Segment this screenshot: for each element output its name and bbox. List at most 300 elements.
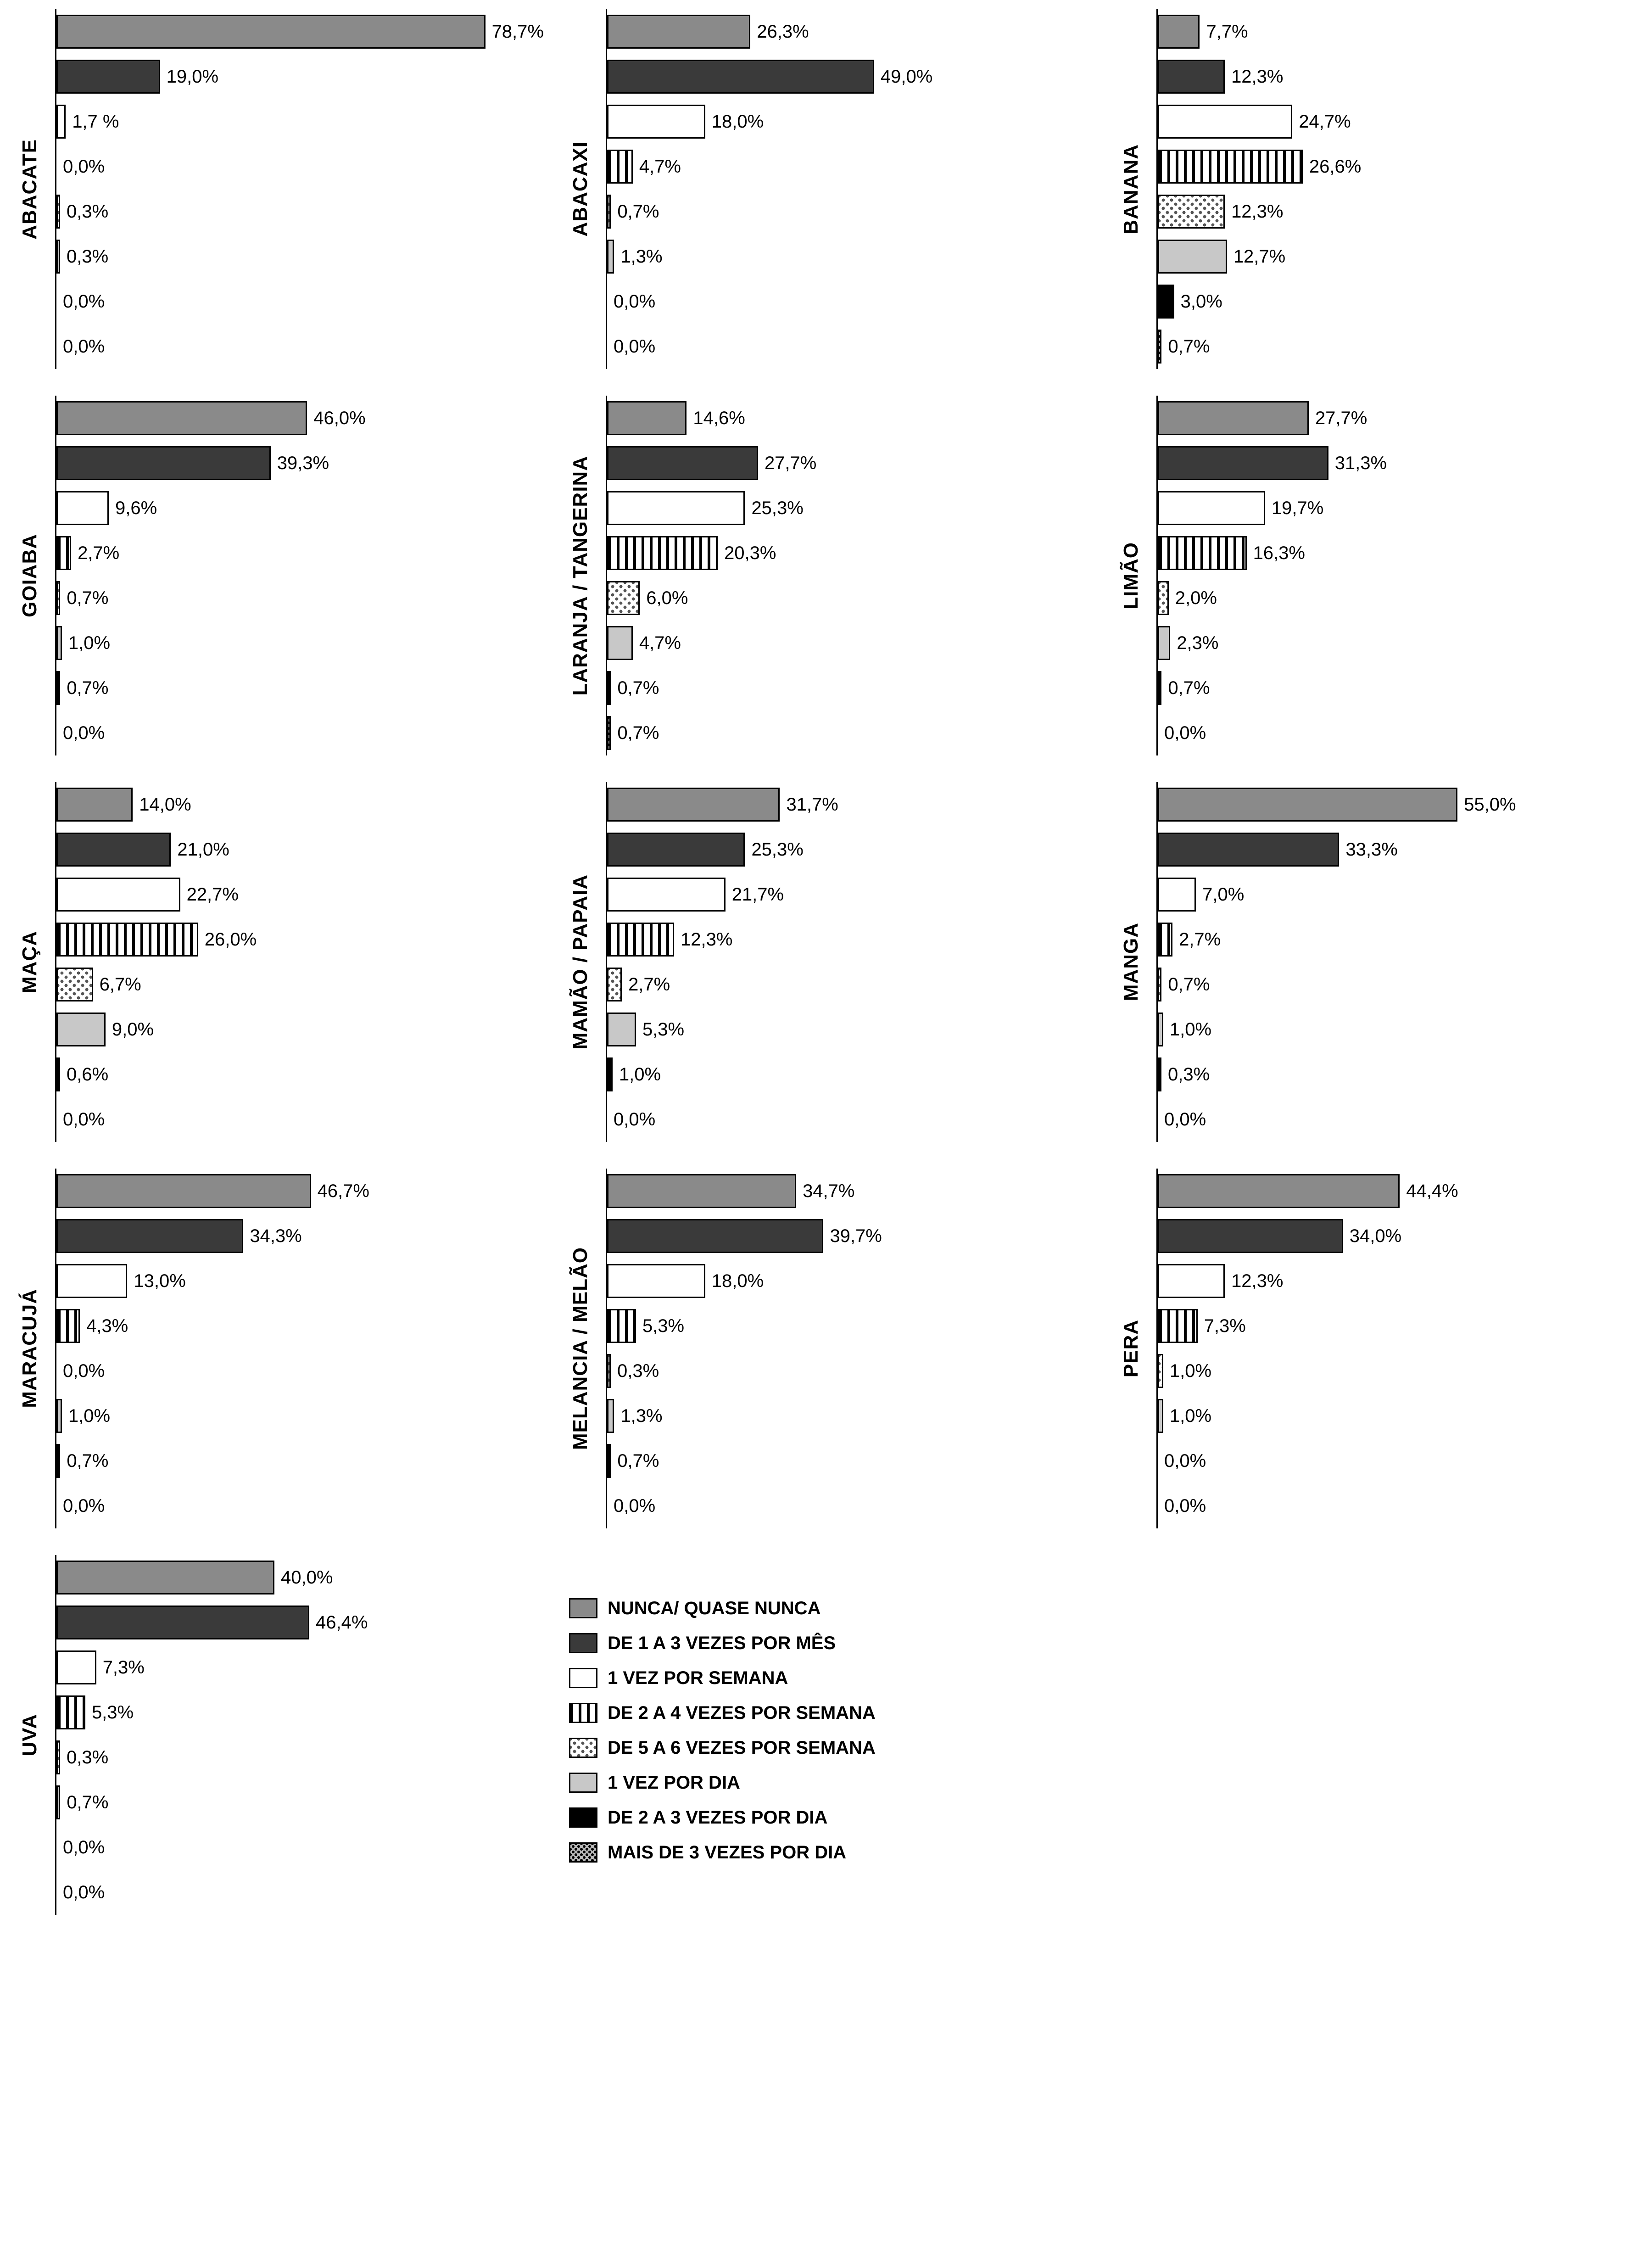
bar-row <box>1158 872 1652 917</box>
bar-0 <box>1158 401 1309 435</box>
bar-row <box>607 1304 1101 1348</box>
bar-row <box>56 782 551 827</box>
bar-5 <box>56 1399 62 1433</box>
bar-row <box>607 1214 1101 1259</box>
panel-axis-label <box>5 1555 55 1915</box>
panel-axis-label-text: LARANJA / TANGERINA <box>569 455 592 696</box>
bar-row <box>1158 1007 1652 1052</box>
legend-label: MAIS DE 3 VEZES POR DIA <box>608 1842 847 1863</box>
bar-6 <box>56 1057 60 1091</box>
bar-2 <box>56 1650 96 1684</box>
bar-value-label: 0,0% <box>63 157 105 177</box>
chart-panel-manga <box>1101 782 1652 1142</box>
bar-series-container <box>56 1169 551 1528</box>
bar-row <box>1158 396 1652 441</box>
bar-2 <box>56 878 180 912</box>
bar-row <box>1158 234 1652 279</box>
bar-value-label: 0,0% <box>614 336 656 357</box>
bar-value-label: 46,4% <box>316 1612 368 1633</box>
bar-1 <box>56 833 171 867</box>
bar-row <box>56 962 551 1007</box>
row-gap <box>0 1528 1652 1555</box>
bar-value-label: 0,7% <box>1168 678 1210 698</box>
chart-row <box>0 1555 1652 1915</box>
bar-value-label: 46,0% <box>313 408 366 428</box>
legend-label: DE 2 A 4 VEZES POR SEMANA <box>608 1703 876 1723</box>
panel-axis-label-text: MAMÃO / PAPAIA <box>569 874 592 1050</box>
panel-axis-label-text: UVA <box>18 1713 41 1757</box>
bar-value-label: 1,0% <box>1169 1019 1212 1040</box>
bar-2 <box>1158 491 1265 525</box>
bar-3 <box>607 923 674 957</box>
bar-value-label: 0,7% <box>67 1792 109 1813</box>
bar-3 <box>1158 923 1172 957</box>
bar-0 <box>607 15 750 49</box>
chart-panel-maracuj <box>0 1169 551 1528</box>
bar-3 <box>607 150 633 184</box>
bar-value-label: 31,3% <box>1334 453 1387 473</box>
bar-row <box>56 1348 551 1393</box>
bar-row <box>56 1645 551 1690</box>
chart-panel-mam-o-papaia <box>551 782 1101 1142</box>
bar-row <box>56 917 551 962</box>
legend-label: 1 VEZ POR DIA <box>608 1773 740 1793</box>
bar-value-label: 18,0% <box>711 112 764 132</box>
value-axis <box>1156 1169 1158 1528</box>
bar-row <box>1158 962 1652 1007</box>
legend-item <box>569 1835 1101 1870</box>
bar-5 <box>1158 1013 1163 1046</box>
bar-value-label: 0,7% <box>1168 974 1210 995</box>
chart-panel-laranja-tangerina <box>551 396 1101 755</box>
value-axis <box>55 782 56 1142</box>
bar-value-label: 0,7% <box>67 678 109 698</box>
bar-row <box>1158 1483 1652 1528</box>
bar-row <box>1158 1214 1652 1259</box>
bar-value-label: 19,0% <box>166 67 219 87</box>
chart-panel-uva <box>0 1555 551 1915</box>
plot-area <box>606 782 1101 1142</box>
bar-value-label: 0,0% <box>63 1837 105 1857</box>
bar-6 <box>1158 285 1174 319</box>
bar-series-container <box>1158 9 1652 369</box>
bar-2 <box>1158 105 1292 139</box>
legend-swatch-6 <box>569 1807 597 1828</box>
panel-axis-label-text: MELANCIA / MELÃO <box>569 1247 592 1450</box>
legend-swatch-2 <box>569 1668 597 1688</box>
bar-6 <box>1158 1057 1161 1091</box>
bar-value-label: 26,0% <box>204 929 257 950</box>
bar-6 <box>607 1057 613 1091</box>
bar-row <box>607 99 1101 144</box>
panel-axis-label-text: ABACATE <box>18 139 41 240</box>
bar-value-label: 55,0% <box>1464 794 1516 815</box>
panel-axis-label-text: MARACUJÁ <box>18 1289 41 1408</box>
bar-series-container <box>1158 396 1652 755</box>
bar-row <box>607 1438 1101 1483</box>
bar-3 <box>607 536 718 570</box>
bar-row <box>56 666 551 711</box>
bar-4 <box>56 968 93 1001</box>
legend-label: DE 1 A 3 VEZES POR MÊS <box>608 1633 836 1653</box>
bar-row <box>607 1483 1101 1528</box>
bar-1 <box>607 446 758 480</box>
bar-value-label: 1,3% <box>620 246 663 267</box>
bar-row <box>607 827 1101 872</box>
bar-5 <box>1158 626 1170 660</box>
panel-axis-label-text: PERA <box>1120 1319 1142 1378</box>
bar-row <box>56 711 551 755</box>
bar-value-label: 7,3% <box>1204 1316 1246 1336</box>
bar-value-label: 2,3% <box>1177 633 1219 653</box>
bar-1 <box>607 833 745 867</box>
bar-5 <box>607 1399 614 1433</box>
bar-row <box>56 621 551 666</box>
panel-axis-label <box>555 782 606 1142</box>
bar-4 <box>1158 195 1225 229</box>
bar-row <box>1158 99 1652 144</box>
bar-2 <box>1158 878 1196 912</box>
bar-row <box>56 1870 551 1915</box>
bar-row <box>1158 144 1652 189</box>
panel-axis-label <box>1106 396 1156 755</box>
bar-row <box>56 1393 551 1438</box>
bar-value-label: 27,7% <box>1315 408 1367 428</box>
bar-1 <box>1158 446 1328 480</box>
legend-item <box>569 1800 1101 1835</box>
bar-row <box>607 1169 1101 1214</box>
bar-0 <box>56 401 307 435</box>
legend-label: DE 5 A 6 VEZES POR SEMANA <box>608 1738 876 1758</box>
panel-axis-label <box>1106 1169 1156 1528</box>
bar-row <box>607 1348 1101 1393</box>
bar-value-label: 4,7% <box>639 633 681 653</box>
bar-6 <box>607 671 611 705</box>
bar-4 <box>607 581 640 615</box>
bar-row <box>607 324 1101 369</box>
bar-row <box>607 621 1101 666</box>
legend-swatch-3 <box>569 1703 597 1723</box>
bar-row <box>607 279 1101 324</box>
legend-swatch-0 <box>569 1598 597 1618</box>
bar-value-label: 0,0% <box>63 1882 105 1902</box>
plot-area <box>55 1555 551 1915</box>
bar-row <box>1158 189 1652 234</box>
bar-row <box>56 827 551 872</box>
plot-area <box>1156 9 1652 369</box>
bar-value-label: 18,0% <box>711 1271 764 1291</box>
bar-row <box>1158 324 1652 369</box>
panel-axis-label <box>5 782 55 1142</box>
bar-value-label: 4,7% <box>639 157 681 177</box>
panel-axis-label <box>1106 9 1156 369</box>
legend-item <box>569 1626 1101 1661</box>
bar-5 <box>1158 240 1227 274</box>
bar-3 <box>1158 1309 1198 1343</box>
bar-row <box>607 531 1101 576</box>
row-gap <box>0 755 1652 782</box>
bar-row <box>1158 827 1652 872</box>
bar-value-label: 0,0% <box>614 1496 656 1516</box>
bar-row <box>56 1169 551 1214</box>
bar-series-container <box>607 782 1101 1142</box>
plot-area <box>55 782 551 1142</box>
bar-value-label: 4,3% <box>86 1316 128 1336</box>
value-axis <box>1156 396 1158 755</box>
bar-row <box>1158 1304 1652 1348</box>
bar-4 <box>1158 1354 1163 1388</box>
bar-value-label: 12,7% <box>1233 246 1286 267</box>
panel-axis-label <box>5 1169 55 1528</box>
bar-value-label: 0,7% <box>1168 336 1210 357</box>
bar-row <box>607 1052 1101 1097</box>
bar-value-label: 34,3% <box>250 1226 302 1246</box>
bar-5 <box>56 626 62 660</box>
bar-value-label: 5,3% <box>642 1019 685 1040</box>
bar-4 <box>607 195 611 229</box>
chart-panel-ma-a <box>0 782 551 1142</box>
value-axis <box>606 9 607 369</box>
bar-value-label: 27,7% <box>764 453 817 473</box>
row-gap <box>0 1915 1652 1941</box>
bar-1 <box>56 1219 243 1253</box>
panel-axis-label <box>555 1169 606 1528</box>
panel-axis-label <box>5 9 55 369</box>
bar-value-label: 1,0% <box>68 633 111 653</box>
bar-row <box>1158 486 1652 531</box>
bar-row <box>607 576 1101 621</box>
bar-row <box>56 486 551 531</box>
bar-value-label: 0,0% <box>63 723 105 743</box>
bar-row <box>1158 279 1652 324</box>
bar-row <box>607 1007 1101 1052</box>
panel-axis-label <box>555 9 606 369</box>
bar-value-label: 78,7% <box>491 22 544 42</box>
bar-row <box>1158 1052 1652 1097</box>
bar-value-label: 12,3% <box>1231 201 1284 222</box>
bar-1 <box>607 1219 823 1253</box>
bar-value-label: 0,0% <box>614 1109 656 1130</box>
bar-value-label: 31,7% <box>786 794 838 815</box>
bar-row <box>1158 9 1652 54</box>
bar-row <box>1158 1393 1652 1438</box>
legend-swatch-5 <box>569 1773 597 1793</box>
bar-value-label: 39,7% <box>830 1226 882 1246</box>
empty-cell <box>1101 1555 1652 1915</box>
bar-6 <box>1158 671 1161 705</box>
value-axis <box>55 396 56 755</box>
bar-value-label: 0,0% <box>63 1361 105 1381</box>
bar-1 <box>1158 1219 1343 1253</box>
bar-row <box>607 917 1101 962</box>
bar-row <box>1158 782 1652 827</box>
bar-row <box>56 1690 551 1735</box>
plot-area <box>55 9 551 369</box>
bar-row <box>56 872 551 917</box>
bar-row <box>607 1259 1101 1304</box>
bar-value-label: 1,0% <box>619 1064 661 1085</box>
bar-value-label: 6,0% <box>646 588 688 608</box>
chart-legend <box>551 1555 1101 1915</box>
bar-6 <box>56 1444 60 1478</box>
bar-row <box>56 1304 551 1348</box>
bar-value-label: 0,7% <box>67 1451 109 1471</box>
legend-swatch-7 <box>569 1842 597 1863</box>
bar-3 <box>1158 536 1247 570</box>
bar-1 <box>1158 833 1339 867</box>
bar-value-label: 0,0% <box>63 1109 105 1130</box>
panel-axis-label-text: GOIABA <box>18 534 41 617</box>
bar-row <box>56 1438 551 1483</box>
bar-row <box>607 189 1101 234</box>
bar-row <box>1158 666 1652 711</box>
bar-row <box>1158 1169 1652 1214</box>
bar-row <box>56 576 551 621</box>
legend-item <box>569 1695 1101 1730</box>
bar-value-label: 46,7% <box>317 1181 369 1201</box>
bar-value-label: 7,0% <box>1202 884 1245 905</box>
bar-row <box>56 531 551 576</box>
bar-0 <box>56 15 486 49</box>
chart-row <box>0 782 1652 1142</box>
bar-value-label: 34,0% <box>1349 1226 1402 1246</box>
bar-value-label: 0,0% <box>1164 1451 1206 1471</box>
bar-value-label: 0,0% <box>63 336 105 357</box>
plot-area <box>1156 1169 1652 1528</box>
chart-panel-abacate <box>0 9 551 369</box>
bar-value-label: 0,0% <box>1164 723 1206 743</box>
bar-5 <box>607 1013 636 1046</box>
bar-row <box>56 441 551 486</box>
legend-item <box>569 1730 1101 1765</box>
panel-axis-label-text: LIMÃO <box>1120 542 1142 610</box>
bar-5 <box>56 1013 106 1046</box>
bar-series-container <box>56 396 551 755</box>
bar-value-label: 9,6% <box>115 498 157 518</box>
bar-row <box>56 1483 551 1528</box>
panel-axis-label-text: BANANA <box>1120 144 1142 235</box>
bar-series-container <box>1158 782 1652 1142</box>
bar-row <box>56 54 551 99</box>
bar-series-container <box>56 1555 551 1915</box>
bar-value-label: 34,7% <box>803 1181 855 1201</box>
bar-row <box>607 234 1101 279</box>
bar-row <box>56 9 551 54</box>
bar-3 <box>56 536 71 570</box>
panel-axis-label <box>5 396 55 755</box>
panel-axis-label <box>1106 782 1156 1142</box>
bar-row <box>56 144 551 189</box>
bar-value-label: 0,3% <box>1168 1064 1210 1085</box>
bar-row <box>1158 441 1652 486</box>
bar-series-container <box>607 396 1101 755</box>
bar-row <box>1158 1438 1652 1483</box>
bar-value-label: 0,3% <box>67 1747 109 1768</box>
bar-value-label: 0,7% <box>617 723 659 743</box>
bar-0 <box>56 788 133 822</box>
bar-2 <box>1158 1264 1225 1298</box>
chart-panel-melancia-mel-o <box>551 1169 1101 1528</box>
chart-row <box>0 396 1652 755</box>
bar-5 <box>56 240 60 274</box>
legend-label: 1 VEZ POR SEMANA <box>608 1668 788 1688</box>
bar-value-label: 7,7% <box>1206 22 1248 42</box>
bar-value-label: 39,3% <box>277 453 329 473</box>
bar-value-label: 16,3% <box>1253 543 1305 563</box>
bar-value-label: 7,3% <box>102 1657 145 1678</box>
bar-value-label: 0,3% <box>67 246 109 267</box>
bar-7 <box>1158 330 1161 364</box>
bar-value-label: 6,7% <box>99 974 141 995</box>
bar-row <box>56 279 551 324</box>
chart-panel-pera <box>1101 1169 1652 1528</box>
bar-row <box>1158 1259 1652 1304</box>
bar-2 <box>607 878 726 912</box>
bar-value-label: 14,6% <box>693 408 745 428</box>
bar-row <box>56 1052 551 1097</box>
bar-row <box>56 1735 551 1780</box>
bar-row <box>56 1555 551 1600</box>
bar-value-label: 25,3% <box>751 498 804 518</box>
chart-panel-banana <box>1101 9 1652 369</box>
bar-value-label: 0,0% <box>63 1496 105 1516</box>
bar-value-label: 0,7% <box>617 678 659 698</box>
bar-value-label: 0,7% <box>67 588 109 608</box>
bar-0 <box>1158 788 1457 822</box>
bar-4 <box>1158 581 1169 615</box>
bar-value-label: 12,3% <box>1231 1271 1284 1291</box>
bar-value-label: 0,7% <box>617 1451 659 1471</box>
bar-1 <box>1158 60 1225 94</box>
bar-0 <box>56 1561 274 1594</box>
legend-label: NUNCA/ QUASE NUNCA <box>608 1598 821 1618</box>
bar-value-label: 22,7% <box>186 884 239 905</box>
bar-value-label: 49,0% <box>880 67 933 87</box>
value-axis <box>1156 782 1158 1142</box>
plot-area <box>1156 782 1652 1142</box>
plot-area <box>55 396 551 755</box>
chart-panel-abacaxi <box>551 9 1101 369</box>
bar-value-label: 25,3% <box>751 839 804 860</box>
bar-2 <box>56 491 109 525</box>
bar-row <box>56 1825 551 1870</box>
bar-value-label: 1,0% <box>1169 1406 1212 1426</box>
row-gap <box>0 369 1652 396</box>
bar-value-label: 21,7% <box>731 884 784 905</box>
bar-2 <box>607 491 745 525</box>
bar-row <box>56 1600 551 1645</box>
bar-value-label: 5,3% <box>91 1702 134 1723</box>
bar-0 <box>607 788 780 822</box>
legend-swatch-4 <box>569 1738 597 1758</box>
bar-value-label: 0,0% <box>1164 1496 1206 1516</box>
bar-row <box>56 1007 551 1052</box>
bar-row <box>607 1393 1101 1438</box>
plot-area <box>606 396 1101 755</box>
bar-series-container <box>607 1169 1101 1528</box>
bar-row <box>56 1097 551 1142</box>
bar-value-label: 0,6% <box>67 1064 109 1085</box>
chart-panel-lim-o <box>1101 396 1652 755</box>
bar-row <box>607 54 1101 99</box>
bar-row <box>56 324 551 369</box>
bar-row <box>56 396 551 441</box>
value-axis <box>1156 9 1158 369</box>
bar-row <box>1158 576 1652 621</box>
legend-label: DE 2 A 3 VEZES POR DIA <box>608 1807 828 1828</box>
bar-row <box>607 962 1101 1007</box>
bar-series-container <box>1158 1169 1652 1528</box>
